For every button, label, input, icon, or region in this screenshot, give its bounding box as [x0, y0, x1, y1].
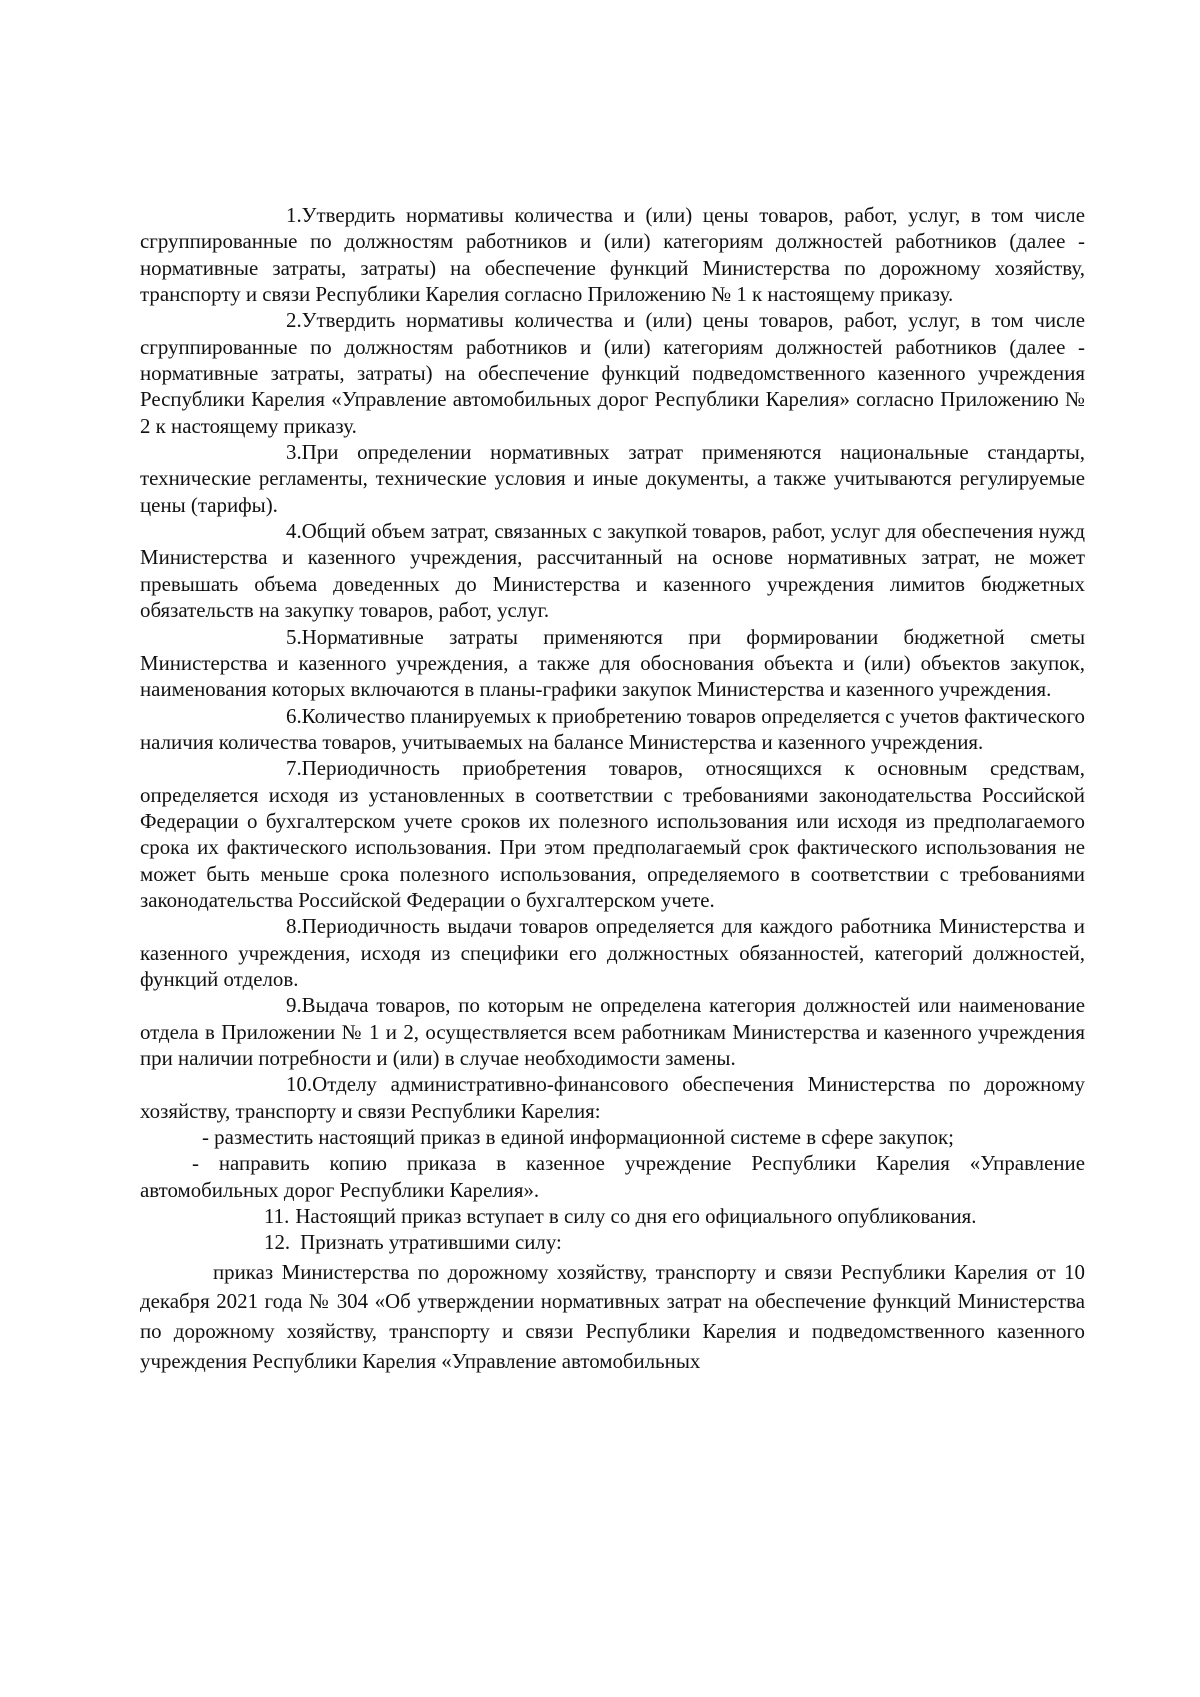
item-text: Утвердить нормативы количества и (или) цены товаров, работ, услуг, в том числе сгруппированные по должностям работников и (или) категориям должностей работников (далее - нормативные затраты, затраты) на обеспечение функций подведомственного казенного учреждения Республики Карелия «Управление автомобильных дорог Республики Карелия» согласно Приложению № 2 к настоящему приказу. — [140, 308, 1085, 438]
item-text: Настоящий приказ вступает в силу со дня его официального опубликования. — [295, 1204, 977, 1229]
item-text: При определении нормативных затрат применяются национальные стандарты, технические регламенты, технические условия и иные документы, а также учитываются регулируемые цены (тарифы). — [140, 440, 1085, 517]
item-number: 8. — [286, 914, 302, 939]
item-12 — [140, 1229, 1085, 1255]
item-10 — [140, 1071, 1085, 1124]
item-3 — [140, 439, 1085, 518]
repealed-order-paragraph: приказ Министерства по дорожному хозяйству, транспорту и связи Республики Карелия от 10 декабря 2021 года № 304 «Об утверждении нормативных затрат на обеспечение функций Министерства по дорожному хозяйству, транспорту и связи Республики Карелия и подведомственного казенного учреждения Республики Карелия «Управление автомобильных — [140, 1259, 1085, 1373]
item-number: 5. — [286, 624, 302, 649]
item-number: 10. — [286, 1072, 313, 1097]
item-number: 7. — [286, 756, 302, 781]
item-2 — [140, 307, 1085, 439]
item-number: 12. — [264, 1230, 291, 1255]
item-text: Выдача товаров, по которым не определена категория должностей или наименование отдела в Приложении № 1 и 2, осуществляется всем работникам Министерства и казенного учреждения при наличии потребности и (или) в случае необходимости замены. — [140, 993, 1085, 1070]
item-number: 3. — [286, 440, 302, 465]
item-11 — [140, 1203, 1085, 1229]
item-number: 6. — [286, 703, 302, 728]
item-text: Периодичность выдачи товаров определяется для каждого работника Министерства и казенного учреждения, исходя из специфики его должностных обязанностей, категорий должностей, функций отделов. — [140, 914, 1085, 991]
item-text: Количество планируемых к приобретению товаров определяется с учетов фактического наличия количества товаров, учитываемых на балансе Министерства и казенного учреждения. — [140, 703, 1085, 754]
item-5 — [140, 624, 1085, 703]
item-text: Нормативные затраты применяются при формировании бюджетной сметы Министерства и казенного учреждения, а также для обоснования объекта и (или) объектов закупок, наименования которых включаются в планы-графики закупок Министерства и казенного учреждения. — [140, 624, 1085, 702]
item-text: Признать утратившими силу: — [300, 1230, 562, 1255]
item-number: 4. — [286, 519, 302, 544]
item-text: Общий объем затрат, связанных с закупкой товаров, работ, услуг для обеспечения нужд Министерства и казенного учреждения, рассчитанный на основе нормативных затрат, не может превышать объема доведенных до Министерства и казенного учреждения лимитов бюджетных обязательств на закупку товаров, работ, услуг. — [140, 519, 1085, 623]
item-text: Отделу административно-финансового обеспечения Министерства по дорожному хозяйству, транспорту и связи Республики Карелия: — [140, 1072, 1085, 1123]
item-number: 1. — [286, 203, 302, 227]
item-4 — [140, 518, 1085, 623]
item-8 — [140, 913, 1085, 992]
dash-item-send-copy: - направить копию приказа в казенное учреждение Республики Карелия «Управление автомобильных дорог Республики Карелия». — [140, 1151, 1085, 1202]
item-7 — [140, 755, 1085, 913]
item-9 — [140, 992, 1085, 1071]
item-1 — [140, 202, 1085, 307]
item-number: 2. — [286, 308, 302, 333]
item-number: 9. — [286, 993, 302, 1018]
item-number: 11. — [264, 1204, 290, 1229]
dash-item-publish: - разместить настоящий приказ в единой информационной системе в сфере закупок; — [202, 1125, 954, 1150]
item-text: Периодичность приобретения товаров, относящихся к основным средствам, определяется исходя из установленных в соответствии с требованиями законодательства Российской Федерации о бухгалтерском учете сроков их полезного использования или исходя из предполагаемого срока их фактического использования. При этом предполагаемый срок фактического использования не может быть меньше срока полезного использования, определяемого в соответствии с требованиями законодательства Российской Федерации о бухгалтерском учете. — [140, 756, 1085, 912]
item-text: Утвердить нормативы количества и (или) цены товаров, работ, услуг, в том числе сгруппированные по должностям работников и (или) категориям должностей работников (далее - нормативные затраты, затраты) на обеспечение функций Министерства по дорожному хозяйству, транспорту и связи Республики Карелия согласно Приложению № 1 к настоящему приказу. — [140, 203, 1085, 307]
item-6 — [140, 703, 1085, 756]
document-body — [140, 202, 1085, 1377]
